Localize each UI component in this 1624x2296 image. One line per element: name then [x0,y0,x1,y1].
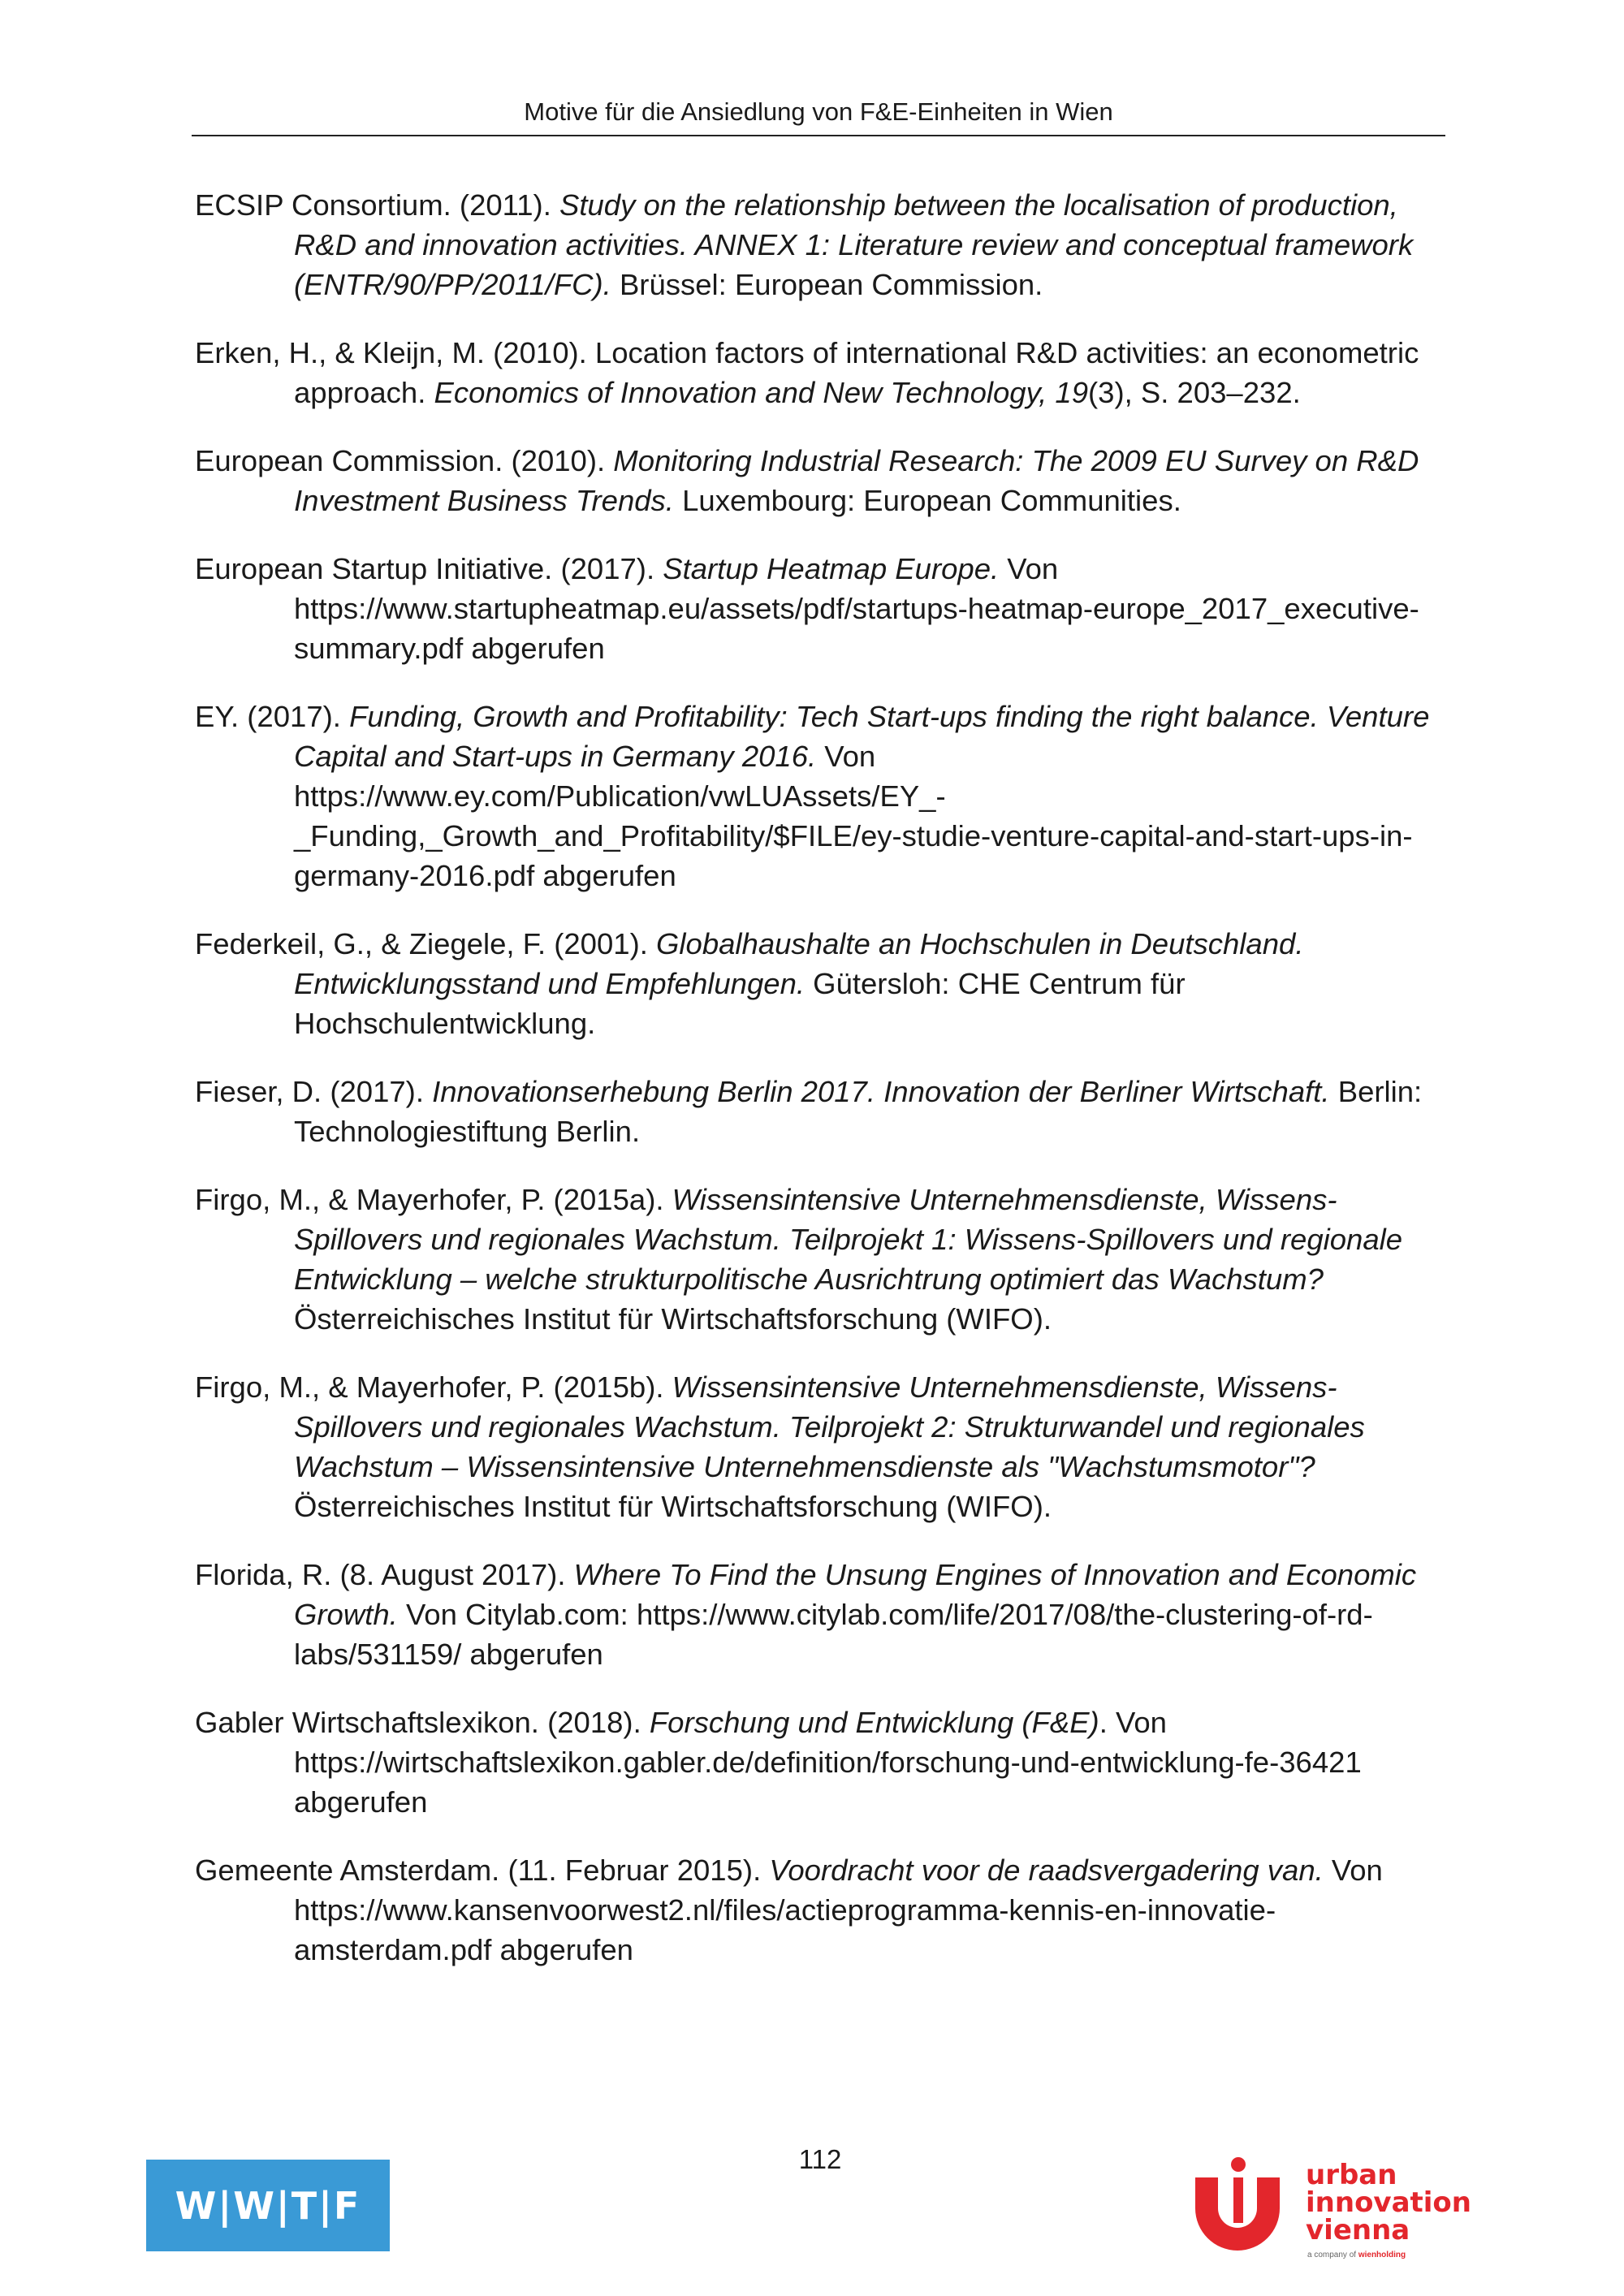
uiv-word-vienna: vienna [1306,2214,1410,2246]
reference-list [195,185,1445,1998]
uiv-emblem-icon [1184,2145,1298,2259]
uiv-word-innovation: innovation [1306,2186,1471,2219]
uiv-word-urban: urban [1306,2159,1397,2191]
reference-text: EY. (2017). [195,700,350,733]
reference-entry [195,697,1445,896]
reference-text: Brüssel: European Commission. [611,268,1043,301]
reference-text: Federkeil, G., & Ziegele, F. (2001). [195,927,657,960]
reference-title: Wissensintensive Unternehmensdienste, Wissens-Spillovers und regionales Wachstum. Teilprojekt 2: Strukturwandel und regionales Wachstum – Wissensintensive Unternehmensdienste als "Wachstumsmotor"? [294,1370,1365,1483]
reference-title: Study on the relationship between the localisation of production, R&D and innovation activities. ANNEX 1: Literature review and conceptual framework (ENTR/90/PP/2011/FC). [294,188,1414,301]
reference-text: Firgo, M., & Mayerhofer, P. (2015b). [195,1370,672,1404]
reference-text: . Von https://wirtschaftslexikon.gabler.de/definition/forschung-und-entwicklung-fe-36421 abgerufen [294,1706,1362,1819]
reference-text: Von https://www.kansenvoorwest2.nl/files/actieprogramma-kennis-en-innovatie-amsterdam.pdf abgerufen [294,1854,1383,1966]
reference-entry [195,1072,1445,1151]
reference-entry [195,333,1445,412]
wwtf-logo-text: W|W|T|F [175,2183,361,2228]
reference-text: Berlin: Technologiestiftung Berlin. [294,1075,1423,1148]
reference-entry [195,441,1445,520]
reference-entry [195,549,1445,668]
reference-text: European Startup Initiative. (2017). [195,552,663,585]
reference-text: Erken, H., & Kleijn, M. (2010). Location factors of international R&D activities: an econometric approach. [195,336,1419,409]
uiv-wordmark [1306,2161,1471,2244]
uiv-tagline-brand: wienholding [1358,2251,1406,2259]
urban-innovation-vienna-logo [1184,2145,1476,2267]
reference-text: ECSIP Consortium. (2011). [195,188,559,222]
reference-text: Von https://www.ey.com/Publication/vwLUAssets/EY_-_Funding,_Growth_and_Profitability/$FILE/ey-studie-venture-capital-and-start-ups-in-germany-2016.pdf abgerufen [294,740,1413,892]
reference-text: Österreichisches Institut für Wirtschaftsforschung (WIFO). [294,1302,1052,1336]
reference-entry [195,185,1445,304]
reference-entry [195,924,1445,1043]
reference-title: Forschung und Entwicklung (F&E) [649,1706,1099,1739]
reference-title: Startup Heatmap Europe. [663,552,1000,585]
reference-text: Fieser, D. (2017). [195,1075,433,1108]
reference-title: Wissensintensive Unternehmensdienste, Wissens-Spillovers und regionales Wachstum. Teilprojekt 1: Wissens-Spillovers und regionale Entwicklung – welche strukturpolitische Ausrichtrung optimiert das Wachstum? [294,1183,1403,1296]
running-header [192,96,1445,136]
page-number: 112 [798,2144,842,2174]
reference-entry [195,1367,1445,1526]
reference-title: Globalhaushalte an Hochschulen in Deutschland. Entwicklungsstand und Empfehlungen. [294,927,1304,1000]
reference-text: (3), S. 203–232. [1088,376,1301,409]
uiv-tagline-text: a company of [1307,2251,1357,2259]
reference-text: European Commission. (2010). [195,444,614,477]
reference-entry [195,1180,1445,1339]
reference-title: Monitoring Industrial Research: The 2009 EU Survey on R&D Investment Business Trends. [294,444,1419,517]
reference-text: Gabler Wirtschaftslexikon. (2018). [195,1706,650,1739]
reference-text: Luxembourg: European Communities. [673,484,1181,517]
reference-text: Gemeente Amsterdam. (11. Februar 2015). [195,1854,770,1887]
reference-text: Österreichisches Institut für Wirtschaftsforschung (WIFO). [294,1490,1052,1523]
reference-title: Funding, Growth and Profitability: Tech Start-ups finding the right balance. Venture Capital and Start-ups in Germany 2016. [294,700,1430,773]
reference-text: Florida, R. (8. August 2017). [195,1558,574,1591]
reference-entry [195,1850,1445,1970]
reference-title: Where To Find the Unsung Engines of Innovation and Economic Growth. [294,1558,1417,1631]
reference-text: Gütersloh: CHE Centrum für Hochschulentwicklung. [294,967,1186,1040]
reference-title: Voordracht voor de raadsvergadering van. [769,1854,1324,1887]
reference-text: Firgo, M., & Mayerhofer, P. (2015a). [195,1183,672,1216]
reference-title: Innovationserhebung Berlin 2017. Innovation der Berliner Wirtschaft. [432,1075,1330,1108]
reference-title: Economics of Innovation and New Technology, 19 [434,376,1089,409]
wwtf-logo [146,2160,390,2251]
reference-text: Von Citylab.com: https://www.citylab.com/life/2017/08/the-clustering-of-rd-labs/531159/ abgerufen [294,1598,1373,1671]
uiv-tagline [1307,2251,1406,2259]
header-title: Motive für die Ansiedlung von F&E-Einheiten in Wien [524,97,1113,126]
reference-entry [195,1555,1445,1674]
reference-text: Von https://www.startupheatmap.eu/assets/pdf/startups-heatmap-europe_2017_executive-summary.pdf abgerufen [294,552,1419,665]
reference-entry [195,1703,1445,1822]
